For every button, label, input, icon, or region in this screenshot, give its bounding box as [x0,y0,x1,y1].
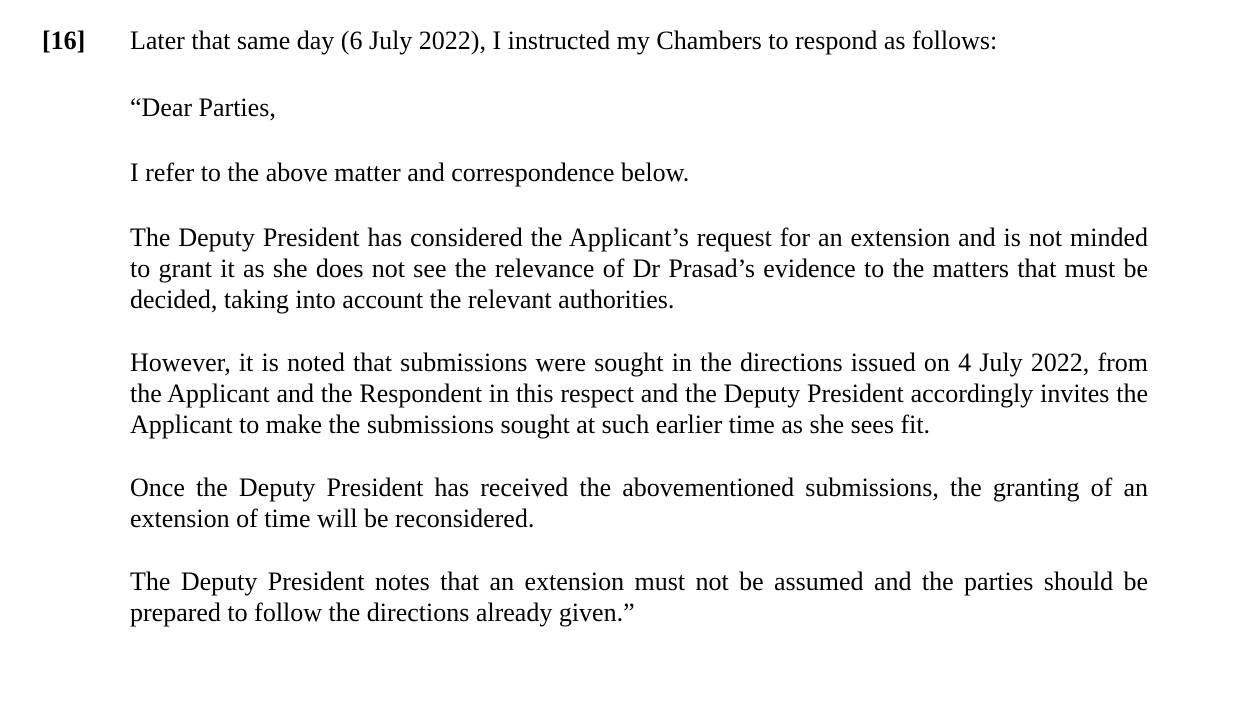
paragraph-intro: Later that same day (6 July 2022), I instructed my Chambers to respond as follows: [130,26,998,55]
quote-salutation: “Dear Parties, [130,93,276,122]
quote-paragraph-3: However, it is noted that submissions were sought in the directions issued on 4 July 2022, from the Applicant and the Respondent in this respect and the Deputy President accordingly invites the Applicant to make the submissions sought at such earlier time as she sees fit. [130,348,1148,439]
quote-paragraph-5: The Deputy President notes that an extension must not be assumed and the parties should be prepared to follow the directions already given.” [130,567,1148,627]
quote-paragraph-4: Once the Deputy President has received the abovementioned submissions, the granting of an extension of time will be reconsidered. [130,473,1148,533]
quote-paragraph-2: The Deputy President has considered the Applicant’s request for an extension and is not minded to grant it as she does not see the relevance of Dr Prasad’s evidence to the matters that must be decided, taking into account the relevant authorities. [130,223,1148,314]
quoted-email [130,92,1148,660]
paragraph-number: [16] [42,26,86,55]
quote-paragraph-1: I refer to the above matter and correspondence below. [130,158,690,187]
